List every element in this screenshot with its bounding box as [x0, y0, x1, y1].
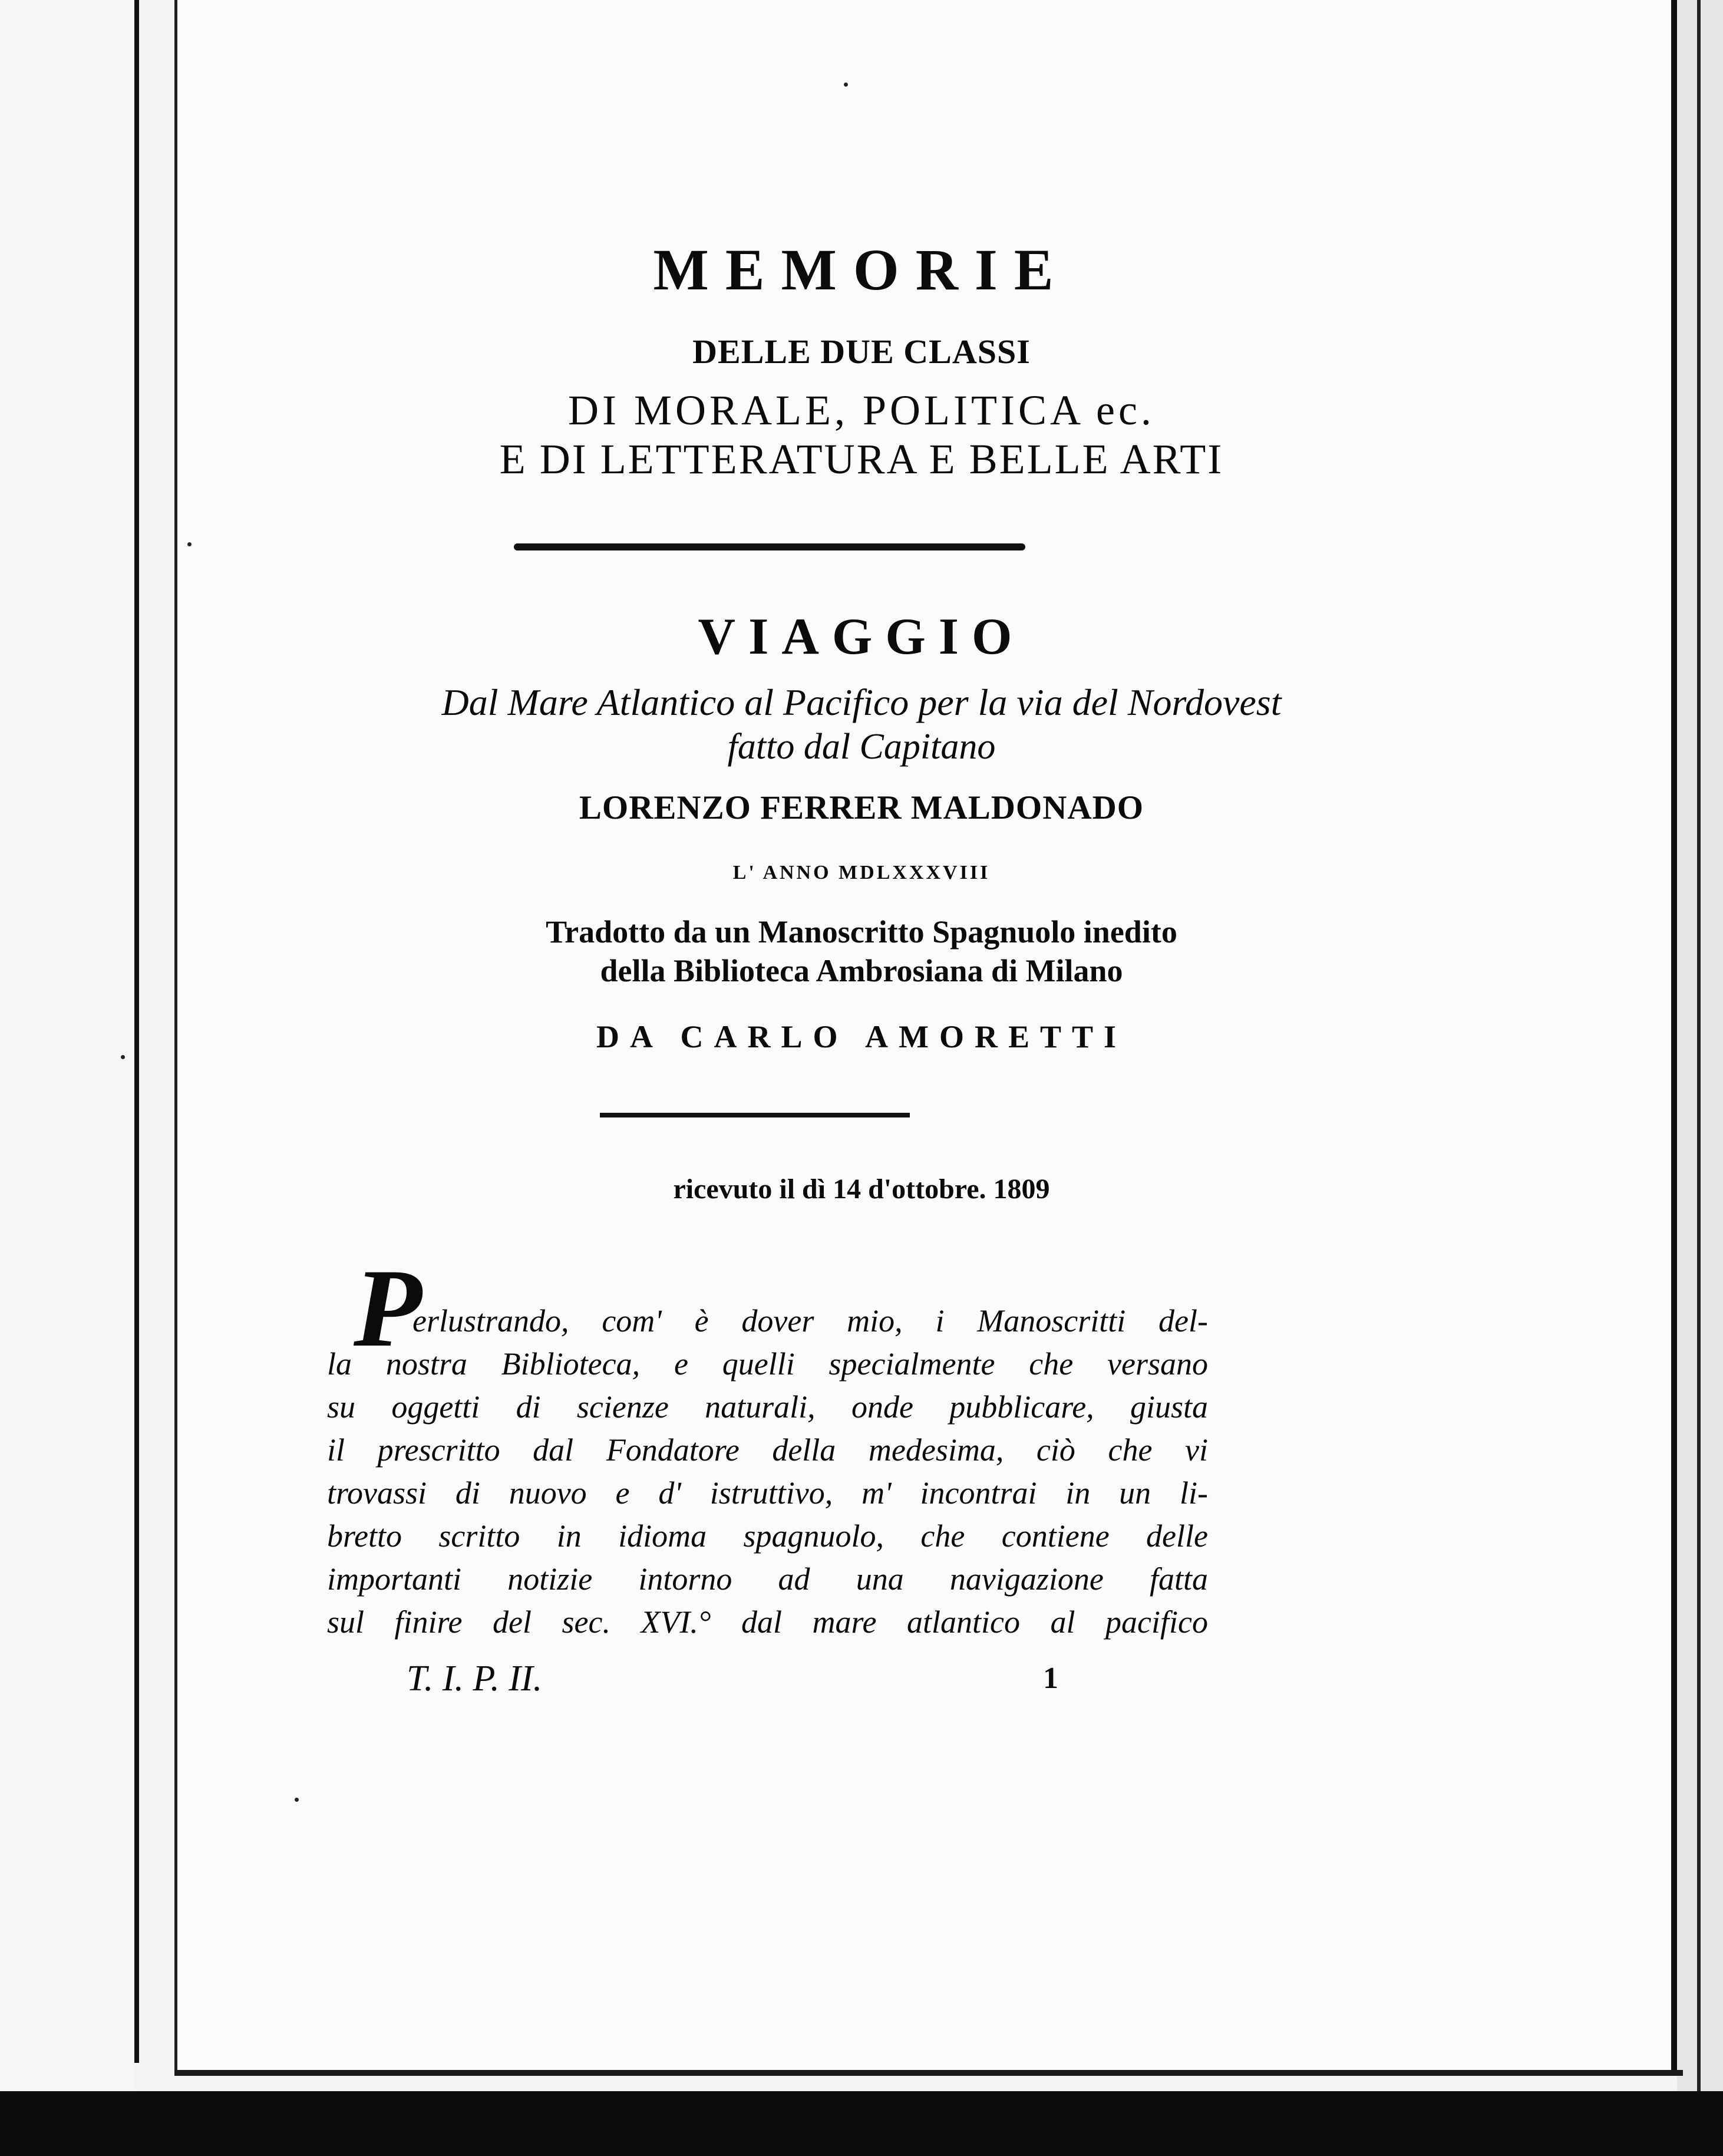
body-line: la nostra Biblioteca, e quelli specialmente che versano — [327, 1346, 1208, 1382]
translator: DA CARLO AMORETTI — [596, 1019, 1127, 1054]
work-subtitle-2: fatto dal Capitano — [727, 727, 996, 767]
body-line: bretto scritto in idioma spagnuolo, che contiene delle — [327, 1518, 1208, 1554]
ink-speck — [844, 83, 848, 87]
work-title: VIAGGIO — [698, 608, 1025, 665]
ink-speck — [295, 1798, 299, 1802]
scan-left-margin — [0, 0, 136, 2156]
body-line: il prescritto dal Fondatore della medesima, ciò che vi — [327, 1432, 1208, 1468]
signature-mark: T. I. P. II. — [407, 1659, 543, 1699]
work-subtitle: Dal Mare Atlantico al Pacifico per la via del Nordovest — [441, 681, 1282, 723]
divider-rule — [514, 543, 1025, 550]
received-date: ricevuto il dì 14 d'ottobre. 1809 — [673, 1173, 1050, 1205]
journal-class-1: DI MORALE, POLITICA ec. — [568, 387, 1155, 434]
body-line: erlustrando, com' è dover mio, i Manoscritti del- — [412, 1303, 1208, 1339]
ink-speck — [121, 1055, 125, 1059]
page-number: 1 — [1043, 1661, 1058, 1695]
work-author: LORENZO FERRER MALDONADO — [579, 789, 1144, 826]
work-year: L' ANNO MDLXXXVIII — [732, 862, 991, 884]
translation-note: Tradotto da un Manoscritto Spagnuolo inedito — [546, 914, 1177, 950]
library-note: della Biblioteca Ambrosiana di Milano — [600, 953, 1123, 988]
journal-title: MEMORIE — [653, 237, 1070, 302]
ink-speck — [187, 542, 192, 546]
body-line: su oggetti di scienze naturali, onde pubblicare, giusta — [327, 1389, 1208, 1425]
journal-subtitle: DELLE DUE CLASSI — [692, 332, 1031, 371]
drop-cap: P — [354, 1247, 423, 1370]
page-edge-bottom — [174, 2070, 1683, 2076]
body-line: sul finire del sec. XVI.° dal mare atlantico al pacifico — [327, 1604, 1208, 1640]
body-line: importanti notizie intorno ad una navigazione fatta — [327, 1561, 1208, 1597]
scan-bottom-band — [0, 2091, 1723, 2156]
divider-rule-short — [600, 1113, 910, 1117]
journal-class-2: E DI LETTERATURA E BELLE ARTI — [499, 436, 1224, 483]
body-line: trovassi di nuovo e d' istruttivo, m' incontrai in un li- — [327, 1475, 1208, 1511]
